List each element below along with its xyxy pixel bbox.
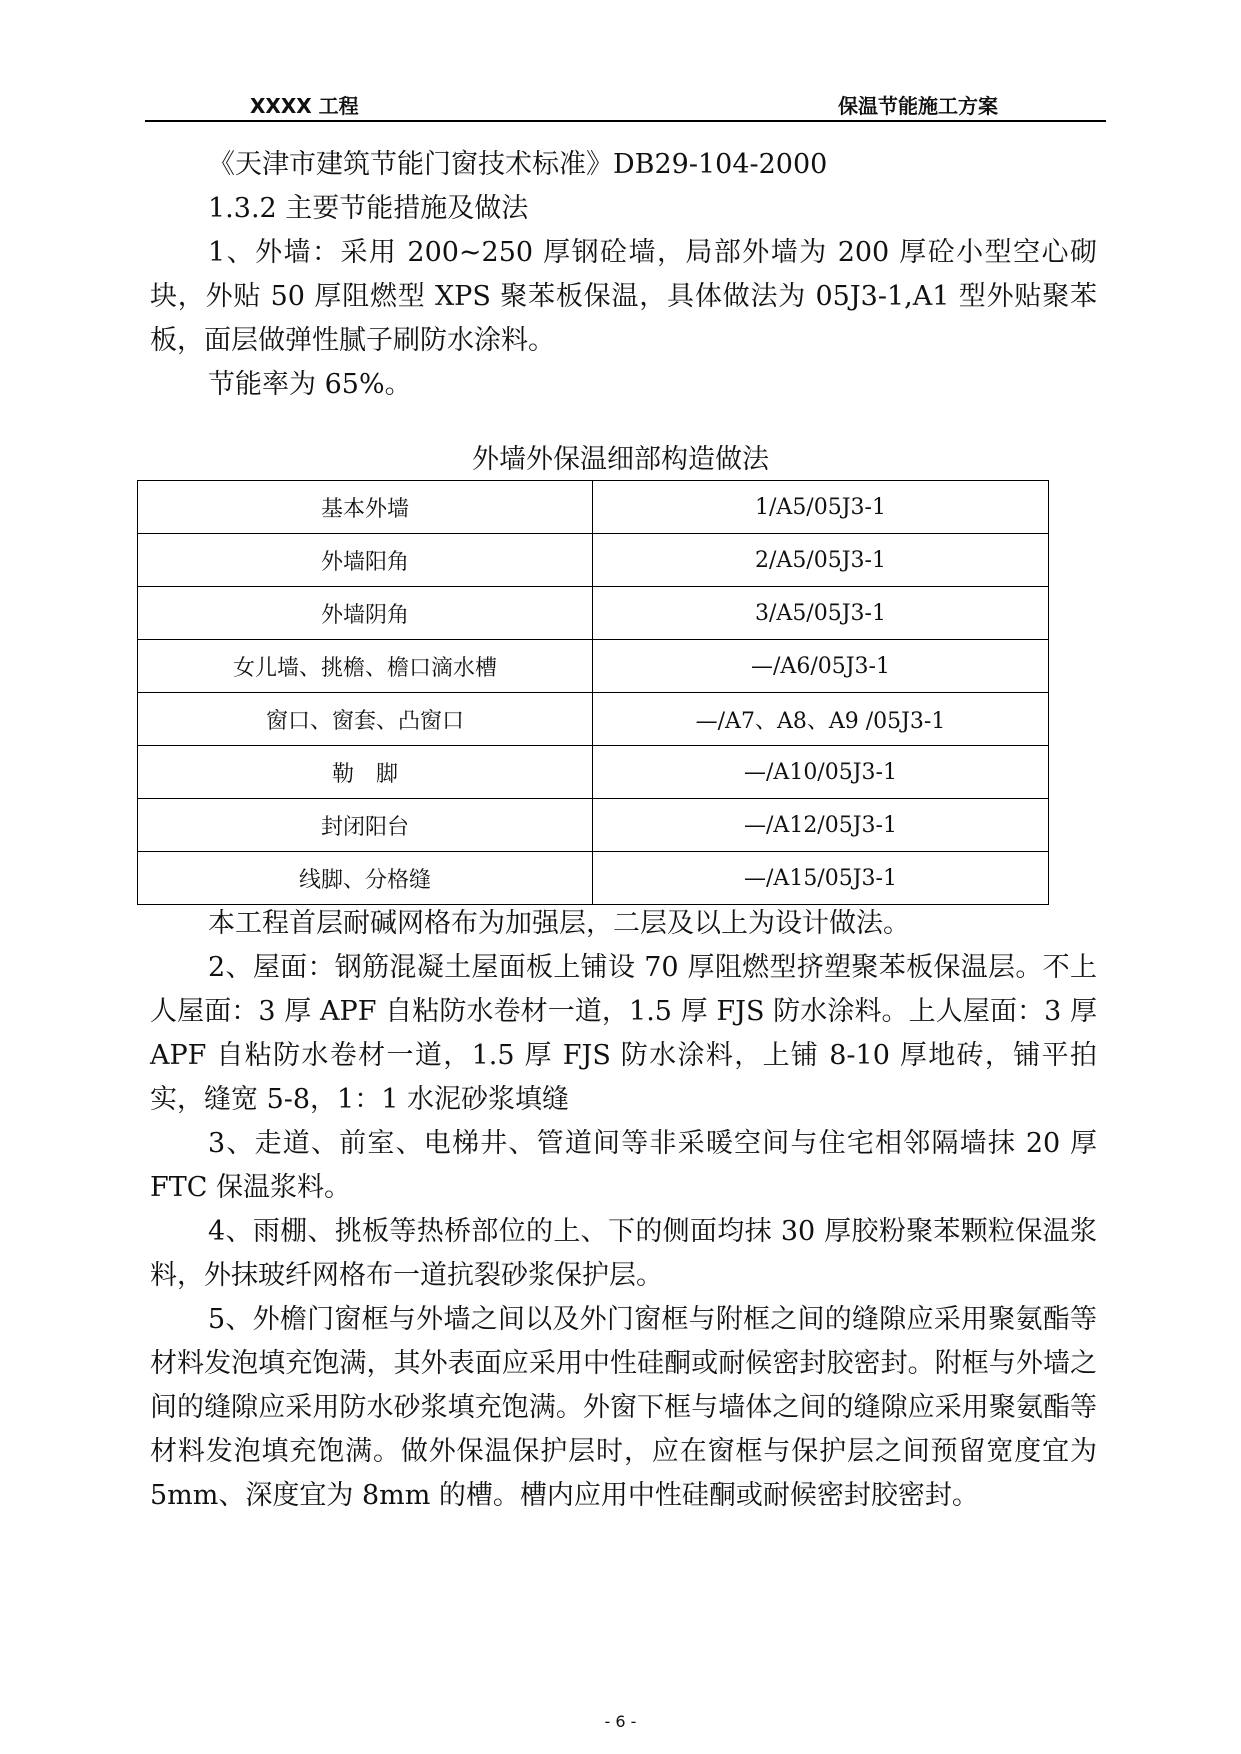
detail-name-cell: 基本外墙 [138,481,593,534]
thermal-bridge-paragraph: 4、雨棚、挑板等热桥部位的上、下的侧面均抹 30 厚胶粉聚苯颗粒保温浆料，外抹玻纤网格布一道抗裂砂浆保护层。 [150,1216,1097,1291]
exterior-wall-paragraph: 1、外墙：采用 200~250 厚钢砼墙，局部外墙为 200 厚砼小型空心砌块，外贴 50 厚阻燃型 XPS 聚苯板保温，具体做法为 05J3-1,A1 型外贴聚苯板，面层做弹性腻子刷防水涂料。 [150,237,1097,356]
table-row [138,799,1049,852]
table-row [138,640,1049,693]
detail-name-cell: 女儿墙、挑檐、檐口滴水槽 [138,640,593,693]
detail-name-cell: 窗口、窗套、凸窗口 [138,693,593,746]
table-caption: 外墙外保温细部构造做法 [472,444,769,475]
table-row [138,852,1049,905]
roof-paragraph: 2、屋面：钢筋混凝土屋面板上铺设 70 厚阻燃型挤塑聚苯板保温层。不上人屋面：3 厚 APF 自粘防水卷材一道，1.5 厚 FJS 防水涂料。上人屋面：3 厚 APF 自粘防水卷材一道，1.5 厚 FJS 防水涂料，上铺 8-10 厚地砖，铺平拍实，缝宽 5-8，1：1 水泥砂浆填缝 [150,952,1097,1115]
detail-reference-cell: —/A15/05J3-1 [593,852,1049,905]
detail-reference-cell: 1/A5/05J3-1 [593,481,1049,534]
detail-name-cell: 外墙阴角 [138,587,593,640]
detail-table [137,480,1049,905]
top-section [150,143,1097,407]
corridor-paragraph: 3、走道、前室、电梯井、管道间等非采暖空间与住宅相邻隔墙抹 20 厚 FTC 保温浆料。 [150,1128,1097,1203]
page-number: - 6 - [604,1712,637,1731]
standard-reference: 《天津市建筑节能门窗技术标准》DB29-104-2000 [208,149,828,180]
section-heading: 1.3.2 主要节能措施及做法 [208,193,529,224]
table-row [138,587,1049,640]
window-frame-paragraph: 5、外檐门窗框与外墙之间以及外门窗框与附框之间的缝隙应采用聚氨酯等材料发泡填充饱满，其外表面应采用中性硅酮或耐候密封胶密封。附框与外墙之间的缝隙应采用防水砂浆填充饱满。外窗下框与墙体之间的缝隙应采用聚氨酯等材料发泡填充饱满。做外保温保护层时，应在窗框与保护层之间预留宽度宜为 5mm、深度宜为 8mm 的槽。槽内应用中性硅酮或耐候密封胶密封。 [150,1304,1097,1511]
detail-reference-cell: 3/A5/05J3-1 [593,587,1049,640]
detail-reference-cell: 2/A5/05J3-1 [593,534,1049,587]
detail-name-cell: 封闭阳台 [138,799,593,852]
detail-name-cell: 线脚、分格缝 [138,852,593,905]
detail-name-cell: 勒 脚 [138,746,593,799]
detail-reference-cell: —/A7、A8、A9 /05J3-1 [593,693,1049,746]
mesh-note: 本工程首层耐碱网格布为加强层，二层及以上为设计做法。 [208,908,910,939]
table-row [138,693,1049,746]
bottom-section [150,902,1097,1518]
header-project-name: XXXX 工程 [250,94,359,118]
header-document-title: 保温节能施工方案 [838,94,998,118]
table-row [138,481,1049,534]
table-row [138,534,1049,587]
detail-reference-cell: —/A6/05J3-1 [593,640,1049,693]
detail-reference-cell: —/A12/05J3-1 [593,799,1049,852]
table-row [138,746,1049,799]
page-header [145,88,1106,122]
energy-saving-rate: 节能率为 65%。 [208,369,412,400]
detail-reference-cell: —/A10/05J3-1 [593,746,1049,799]
detail-name-cell: 外墙阳角 [138,534,593,587]
